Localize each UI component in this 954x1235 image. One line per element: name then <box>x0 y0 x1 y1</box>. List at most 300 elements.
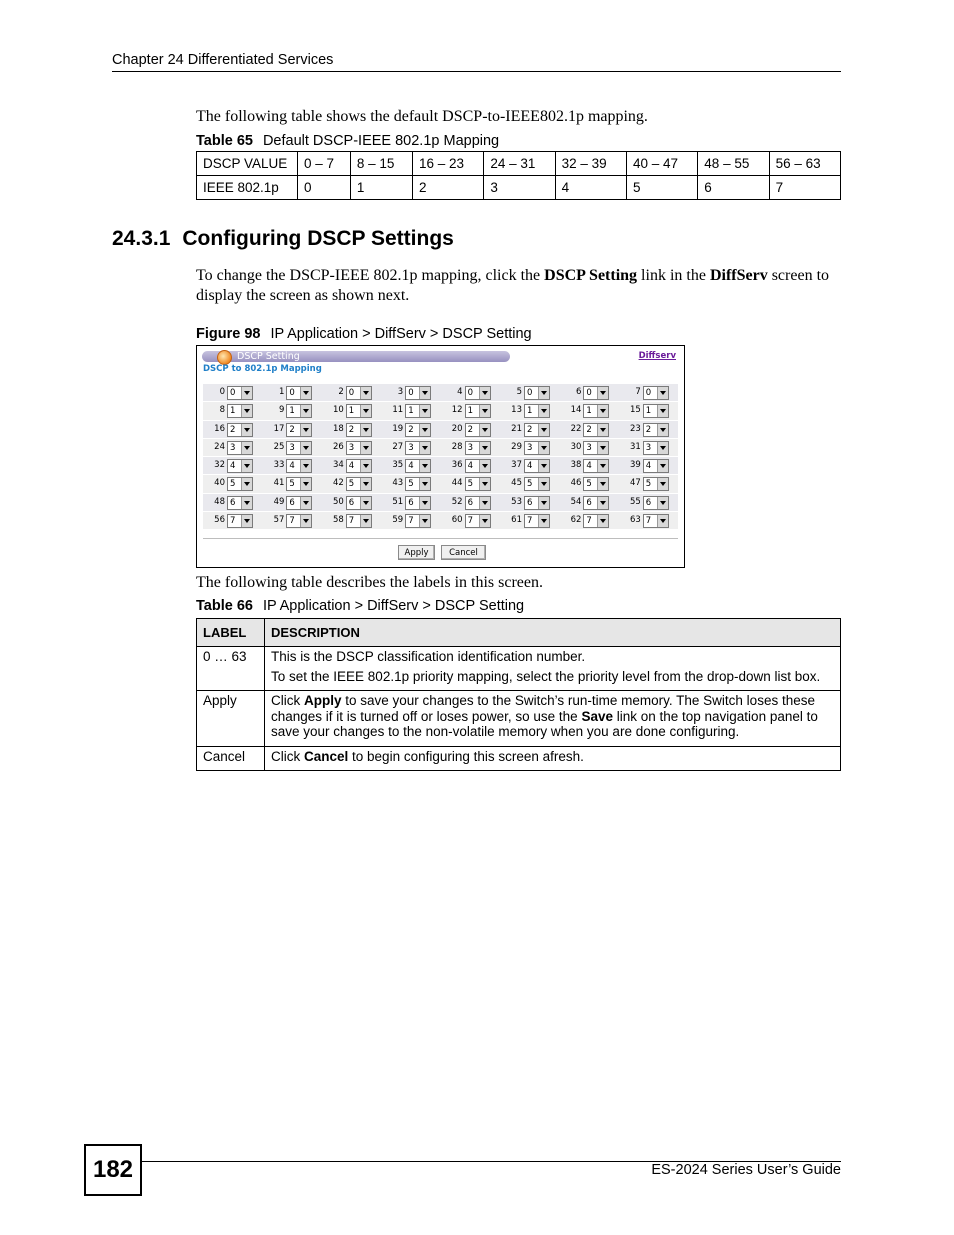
priority-select-value: 7 <box>408 516 414 527</box>
dscp-value-label: 3 <box>397 387 404 397</box>
priority-select[interactable] <box>643 496 669 510</box>
chevron-down-icon[interactable] <box>241 460 252 472</box>
priority-select-value: 6 <box>645 497 652 508</box>
priority-select-value: 6 <box>586 497 592 508</box>
chevron-down-icon[interactable] <box>360 387 371 399</box>
dscp-value-label: 59 <box>392 515 404 526</box>
priority-select[interactable] <box>286 386 312 400</box>
priority-select[interactable] <box>524 514 550 528</box>
dscp-select-grid <box>203 384 678 530</box>
dscp-value-label: 60 <box>451 515 463 526</box>
description-text: to begin configuring this screen afresh. <box>348 748 584 764</box>
chevron-down-icon[interactable] <box>538 460 549 472</box>
priority-select-value: 7 <box>348 516 355 527</box>
label-column-header: LABEL <box>197 619 265 647</box>
table66-caption <box>196 598 524 614</box>
table-cell: 7 <box>769 176 840 200</box>
priority-select[interactable] <box>405 496 431 510</box>
figure-divider <box>203 538 678 539</box>
para-bold-diffserv: DiffServ <box>709 267 768 284</box>
chevron-down-icon[interactable] <box>479 460 490 472</box>
chevron-down-icon[interactable] <box>360 424 371 436</box>
para-text: To change the DSCP-IEEE 802.1p mapping, click the <box>196 267 545 284</box>
chevron-down-icon[interactable] <box>538 478 549 490</box>
priority-select[interactable] <box>465 514 491 528</box>
priority-select-value: 5 <box>230 479 236 490</box>
chevron-down-icon[interactable] <box>360 442 371 454</box>
priority-select[interactable] <box>286 459 312 473</box>
chevron-down-icon[interactable] <box>538 424 549 436</box>
priority-select[interactable] <box>227 404 253 418</box>
priority-select-value: 1 <box>289 406 295 417</box>
dscp-value-label: 42 <box>332 478 344 489</box>
chevron-down-icon[interactable] <box>241 405 252 417</box>
chevron-down-icon[interactable] <box>657 424 668 436</box>
table-cell: 4 <box>555 176 626 200</box>
priority-select-value: 1 <box>467 406 474 417</box>
priority-select-value: 7 <box>586 516 592 527</box>
chevron-down-icon[interactable] <box>300 405 311 417</box>
priority-select[interactable] <box>465 441 491 455</box>
priority-select-value: 5 <box>527 479 533 490</box>
description-text: Click <box>271 748 304 764</box>
priority-select-value: 6 <box>348 497 355 508</box>
chevron-down-icon[interactable] <box>241 497 252 509</box>
table-row <box>197 176 841 200</box>
chevron-down-icon[interactable] <box>300 424 311 436</box>
para-text: link in the <box>637 267 710 284</box>
table-header-row <box>197 619 841 647</box>
figure98-caption <box>196 326 532 342</box>
dscp-value-label: 50 <box>332 496 344 507</box>
dscp-value-label: 36 <box>451 460 463 471</box>
priority-select[interactable] <box>405 423 431 437</box>
priority-select[interactable] <box>286 477 312 491</box>
priority-select-value: 0 <box>348 388 355 398</box>
chevron-down-icon[interactable] <box>597 442 608 454</box>
chevron-down-icon[interactable] <box>538 515 549 527</box>
chevron-down-icon[interactable] <box>300 497 311 509</box>
priority-select[interactable] <box>286 514 312 528</box>
priority-select[interactable] <box>643 404 669 418</box>
priority-select-value: 2 <box>348 424 355 435</box>
dscp-grid-row <box>203 384 678 402</box>
priority-select[interactable] <box>346 441 372 455</box>
priority-select-value: 5 <box>289 479 295 490</box>
priority-select[interactable] <box>643 441 669 455</box>
dscp-value-label: 47 <box>629 478 641 489</box>
priority-select[interactable] <box>643 477 669 491</box>
dscp-value-label: 13 <box>511 405 522 416</box>
priority-select-value: 5 <box>467 479 474 490</box>
chevron-down-icon[interactable] <box>538 387 549 399</box>
description-bold: Cancel <box>304 748 349 764</box>
priority-select[interactable] <box>286 423 312 437</box>
chevron-down-icon[interactable] <box>419 387 430 399</box>
description-text: Click <box>271 693 304 708</box>
dscp-setting-screenshot <box>196 345 685 568</box>
chevron-down-icon[interactable] <box>657 478 668 490</box>
table65-caption-title: Default DSCP-IEEE 802.1p Mapping <box>262 133 500 149</box>
dscp-value-label: 27 <box>392 441 404 452</box>
priority-select[interactable] <box>227 496 253 510</box>
dscp-value-label: 12 <box>451 405 463 416</box>
priority-select[interactable] <box>346 386 372 400</box>
chevron-down-icon[interactable] <box>538 497 549 509</box>
priority-select[interactable] <box>227 477 253 491</box>
section-number: 24.3.1 <box>112 227 171 250</box>
table-cell: 16 – 23 <box>412 152 483 176</box>
table-cell: 1 <box>350 176 412 200</box>
chevron-down-icon[interactable] <box>657 515 668 527</box>
dscp-grid-row <box>203 494 678 512</box>
priority-select[interactable] <box>346 423 372 437</box>
priority-select[interactable] <box>583 386 609 400</box>
chevron-down-icon[interactable] <box>360 497 371 509</box>
priority-select-value: 0 <box>645 388 652 398</box>
priority-select[interactable] <box>643 514 669 528</box>
chevron-down-icon[interactable] <box>300 442 311 454</box>
chevron-down-icon[interactable] <box>597 478 608 490</box>
table66-caption-label: Table 66 <box>196 598 253 614</box>
chevron-down-icon[interactable] <box>300 387 311 399</box>
chevron-down-icon[interactable] <box>597 460 608 472</box>
priority-select-value: 6 <box>408 497 414 508</box>
dscp-value-label: 25 <box>273 441 285 452</box>
priority-select[interactable] <box>524 423 550 437</box>
row-description <box>265 746 841 771</box>
priority-select[interactable] <box>286 441 312 455</box>
priority-select-value: 2 <box>408 424 414 435</box>
dscp-value-label: 0 <box>219 387 225 397</box>
dscp-value-label: 38 <box>570 460 582 471</box>
priority-select[interactable] <box>524 441 550 455</box>
priority-select-value: 7 <box>645 516 652 527</box>
chevron-down-icon[interactable] <box>538 442 549 454</box>
priority-select-value: 4 <box>289 461 295 472</box>
priority-select[interactable] <box>465 459 491 473</box>
chevron-down-icon[interactable] <box>360 405 371 417</box>
dscp-value-label: 45 <box>511 478 522 489</box>
priority-select[interactable] <box>227 423 253 437</box>
priority-select-value: 1 <box>527 406 533 417</box>
dscp-value-label: 17 <box>273 423 285 434</box>
row-description <box>265 691 841 747</box>
chevron-down-icon[interactable] <box>657 442 668 454</box>
chevron-down-icon[interactable] <box>479 405 490 417</box>
table-row <box>197 691 841 747</box>
table-cell: 3 <box>484 176 555 200</box>
dscp-value-label: 35 <box>392 460 404 471</box>
dscp-value-label: 29 <box>511 441 522 452</box>
table-cell: IEEE 802.1p <box>197 176 298 200</box>
priority-select-value: 3 <box>230 442 236 453</box>
priority-select[interactable] <box>465 423 491 437</box>
priority-select[interactable] <box>405 477 431 491</box>
dscp-value-label: 19 <box>392 423 404 434</box>
chevron-down-icon[interactable] <box>479 424 490 436</box>
table-cell: 32 – 39 <box>555 152 626 176</box>
dscp-value-label: 46 <box>570 478 582 489</box>
priority-select[interactable] <box>643 386 669 400</box>
description-bold: Apply <box>304 693 342 708</box>
priority-select[interactable] <box>465 477 491 491</box>
dscp-value-label: 56 <box>214 515 225 526</box>
priority-select-value: 0 <box>408 388 414 398</box>
section-title: Configuring DSCP Settings <box>182 227 454 250</box>
intro-text: The following table shows the default DSCP-to-IEEE802.1p mapping. <box>196 108 648 125</box>
table-row <box>197 647 841 691</box>
chevron-down-icon[interactable] <box>241 387 252 399</box>
dscp-value-label: 61 <box>511 515 522 526</box>
priority-select-value: 1 <box>645 406 652 417</box>
chevron-down-icon[interactable] <box>419 497 430 509</box>
priority-select-value: 3 <box>408 442 414 453</box>
priority-select-value: 0 <box>289 388 295 398</box>
table-cell: 6 <box>698 176 769 200</box>
priority-select-value: 1 <box>586 406 592 417</box>
priority-select[interactable] <box>643 423 669 437</box>
priority-select-value: 1 <box>408 406 414 417</box>
priority-select[interactable] <box>227 459 253 473</box>
dscp-value-label: 54 <box>570 496 582 507</box>
priority-select[interactable] <box>227 514 253 528</box>
chevron-down-icon[interactable] <box>479 478 490 490</box>
dscp-value-label: 34 <box>332 460 344 471</box>
priority-select-value: 3 <box>348 442 355 453</box>
screen-tab-label: DSCP Setting <box>237 351 300 362</box>
chevron-down-icon[interactable] <box>538 405 549 417</box>
dscp-value-label: 31 <box>629 441 641 452</box>
dscp-value-label: 49 <box>273 496 285 507</box>
priority-select-value: 4 <box>527 461 533 472</box>
para-bold-dscp-setting: DSCP Setting <box>544 267 638 284</box>
dscp-value-label: 5 <box>516 387 522 397</box>
chevron-down-icon[interactable] <box>241 515 252 527</box>
priority-select-value: 2 <box>230 424 236 435</box>
chevron-down-icon[interactable] <box>597 387 608 399</box>
chevron-down-icon[interactable] <box>479 387 490 399</box>
description-text: link on the top navigation panel to save your changes to the non-volatile memory when you are done configuring. <box>271 708 818 739</box>
chevron-down-icon[interactable] <box>479 442 490 454</box>
priority-select[interactable] <box>583 459 609 473</box>
priority-select[interactable] <box>465 386 491 400</box>
table-cell: 56 – 63 <box>769 152 840 176</box>
mapping-title: DSCP to 802.1p Mapping <box>203 364 322 374</box>
apply-button[interactable]: Apply <box>398 545 435 560</box>
priority-select[interactable] <box>346 496 372 510</box>
table-row <box>197 152 841 176</box>
figure98-caption-title: IP Application > DiffServ > DSCP Setting <box>270 326 532 342</box>
dscp-value-label: 62 <box>570 515 582 526</box>
tab-bullet-icon <box>217 350 232 365</box>
priority-select[interactable] <box>465 496 491 510</box>
priority-select[interactable] <box>405 386 431 400</box>
dscp-value-label: 44 <box>451 478 463 489</box>
chevron-down-icon[interactable] <box>657 460 668 472</box>
chevron-down-icon[interactable] <box>360 515 371 527</box>
chevron-down-icon[interactable] <box>360 460 371 472</box>
table-row <box>197 746 841 771</box>
priority-select-value: 3 <box>289 442 295 453</box>
row-description <box>265 647 841 691</box>
priority-select[interactable] <box>405 459 431 473</box>
dscp-value-label: 15 <box>629 405 641 416</box>
priority-select-value: 0 <box>527 388 533 398</box>
dscp-value-label: 7 <box>635 387 641 397</box>
chevron-down-icon[interactable] <box>241 478 252 490</box>
priority-select[interactable] <box>286 496 312 510</box>
chevron-down-icon[interactable] <box>597 497 608 509</box>
priority-select-value: 4 <box>586 461 592 472</box>
priority-select-value: 2 <box>527 424 533 435</box>
priority-select-value: 5 <box>408 479 414 490</box>
priority-select[interactable] <box>583 441 609 455</box>
header-rule <box>112 71 841 72</box>
dscp-grid-row <box>203 402 678 420</box>
dscp-value-label: 6 <box>575 387 582 397</box>
chevron-down-icon[interactable] <box>597 405 608 417</box>
priority-select[interactable] <box>346 514 372 528</box>
priority-select[interactable] <box>405 514 431 528</box>
dscp-value-label: 40 <box>214 478 225 489</box>
chevron-down-icon[interactable] <box>597 515 608 527</box>
dscp-value-label: 58 <box>332 515 344 526</box>
dscp-value-label: 20 <box>451 423 463 434</box>
priority-select-value: 4 <box>467 461 474 472</box>
chevron-down-icon[interactable] <box>657 405 668 417</box>
table-cell: DSCP VALUE <box>197 152 298 176</box>
priority-select[interactable] <box>346 477 372 491</box>
dscp-grid-row <box>203 439 678 457</box>
cancel-button[interactable]: Cancel <box>441 545 486 560</box>
dscp-value-label: 43 <box>392 478 404 489</box>
chevron-down-icon[interactable] <box>419 460 430 472</box>
priority-select-value: 1 <box>230 406 236 417</box>
chevron-down-icon[interactable] <box>597 424 608 436</box>
dscp-value-label: 14 <box>570 405 582 416</box>
diffserv-link[interactable]: Diffserv <box>638 351 676 361</box>
dscp-value-label: 53 <box>511 496 522 507</box>
dscp-value-label: 28 <box>451 441 463 452</box>
labels-intro: The following table describes the labels in this screen. <box>196 574 544 591</box>
row-label: 0 … 63 <box>197 647 265 691</box>
priority-select-value: 3 <box>586 442 592 453</box>
priority-select[interactable] <box>643 459 669 473</box>
description-text: This is the DSCP classification identification number. <box>271 649 586 664</box>
chevron-down-icon[interactable] <box>419 405 430 417</box>
priority-select-value: 6 <box>467 497 474 508</box>
table65-caption-label: Table 65 <box>196 133 253 149</box>
priority-select-value: 6 <box>230 497 236 508</box>
priority-select-value: 4 <box>230 461 236 472</box>
priority-select-value: 4 <box>348 461 355 472</box>
priority-select[interactable] <box>583 404 609 418</box>
dscp-value-label: 11 <box>392 405 404 416</box>
chevron-down-icon[interactable] <box>657 497 668 509</box>
chevron-down-icon[interactable] <box>300 515 311 527</box>
dscp-value-label: 10 <box>332 405 344 416</box>
priority-select[interactable] <box>583 423 609 437</box>
priority-select-value: 6 <box>289 497 295 508</box>
dscp-value-label: 37 <box>511 460 522 471</box>
priority-select[interactable] <box>524 477 550 491</box>
priority-select[interactable] <box>524 404 550 418</box>
chevron-down-icon[interactable] <box>479 497 490 509</box>
chevron-down-icon[interactable] <box>300 460 311 472</box>
chevron-down-icon[interactable] <box>479 515 490 527</box>
dscp-value-label: 16 <box>214 423 225 434</box>
priority-select-value: 0 <box>586 388 592 398</box>
chevron-down-icon[interactable] <box>657 387 668 399</box>
dscp-grid-row <box>203 457 678 475</box>
chevron-down-icon[interactable] <box>419 424 430 436</box>
priority-select[interactable] <box>583 514 609 528</box>
dscp-value-label: 18 <box>332 423 344 434</box>
priority-select[interactable] <box>583 477 609 491</box>
running-header: Chapter 24 Differentiated Services <box>112 52 334 68</box>
dscp-value-label: 48 <box>214 496 225 507</box>
chevron-down-icon[interactable] <box>241 442 252 454</box>
chevron-down-icon[interactable] <box>419 515 430 527</box>
chevron-down-icon[interactable] <box>419 442 430 454</box>
description-text: To set the IEEE 802.1p priority mapping, select the priority level from the drop-down list box. <box>271 668 821 684</box>
priority-select-value: 5 <box>645 479 652 490</box>
priority-select[interactable] <box>524 459 550 473</box>
dscp-value-label: 26 <box>332 441 344 452</box>
priority-select-value: 7 <box>289 516 295 527</box>
priority-select[interactable] <box>405 404 431 418</box>
priority-select[interactable] <box>286 404 312 418</box>
priority-select[interactable] <box>227 386 253 400</box>
chevron-down-icon[interactable] <box>300 478 311 490</box>
dscp-value-label: 8 <box>219 405 225 416</box>
description-bold: Save <box>581 708 613 724</box>
dscp-value-label: 21 <box>511 423 522 434</box>
chevron-down-icon[interactable] <box>360 478 371 490</box>
priority-select[interactable] <box>405 441 431 455</box>
table65-caption <box>196 133 499 149</box>
dscp-grid-row <box>203 475 678 493</box>
dscp-value-label: 51 <box>392 496 404 507</box>
priority-select-value: 3 <box>467 442 474 453</box>
chevron-down-icon[interactable] <box>419 478 430 490</box>
priority-select[interactable] <box>524 386 550 400</box>
priority-select[interactable] <box>346 404 372 418</box>
row-label: Apply <box>197 691 265 747</box>
priority-select[interactable] <box>227 441 253 455</box>
page-number: 182 <box>84 1144 142 1196</box>
dscp-value-label: 39 <box>629 460 641 471</box>
priority-select[interactable] <box>583 496 609 510</box>
priority-select[interactable] <box>524 496 550 510</box>
dscp-grid-row <box>203 421 678 439</box>
dscp-mapping-table <box>196 151 841 200</box>
priority-select[interactable] <box>346 459 372 473</box>
row-label: Cancel <box>197 746 265 771</box>
priority-select-value: 3 <box>645 442 652 453</box>
dscp-value-label: 24 <box>214 441 225 452</box>
chevron-down-icon[interactable] <box>241 424 252 436</box>
dscp-value-label: 52 <box>451 496 463 507</box>
priority-select-value: 5 <box>586 479 592 490</box>
priority-select[interactable] <box>465 404 491 418</box>
priority-select-value: 4 <box>408 461 414 472</box>
dscp-value-label: 30 <box>570 441 582 452</box>
priority-select-value: 7 <box>230 516 236 527</box>
dscp-value-label: 41 <box>273 478 285 489</box>
table-cell: 5 <box>626 176 697 200</box>
